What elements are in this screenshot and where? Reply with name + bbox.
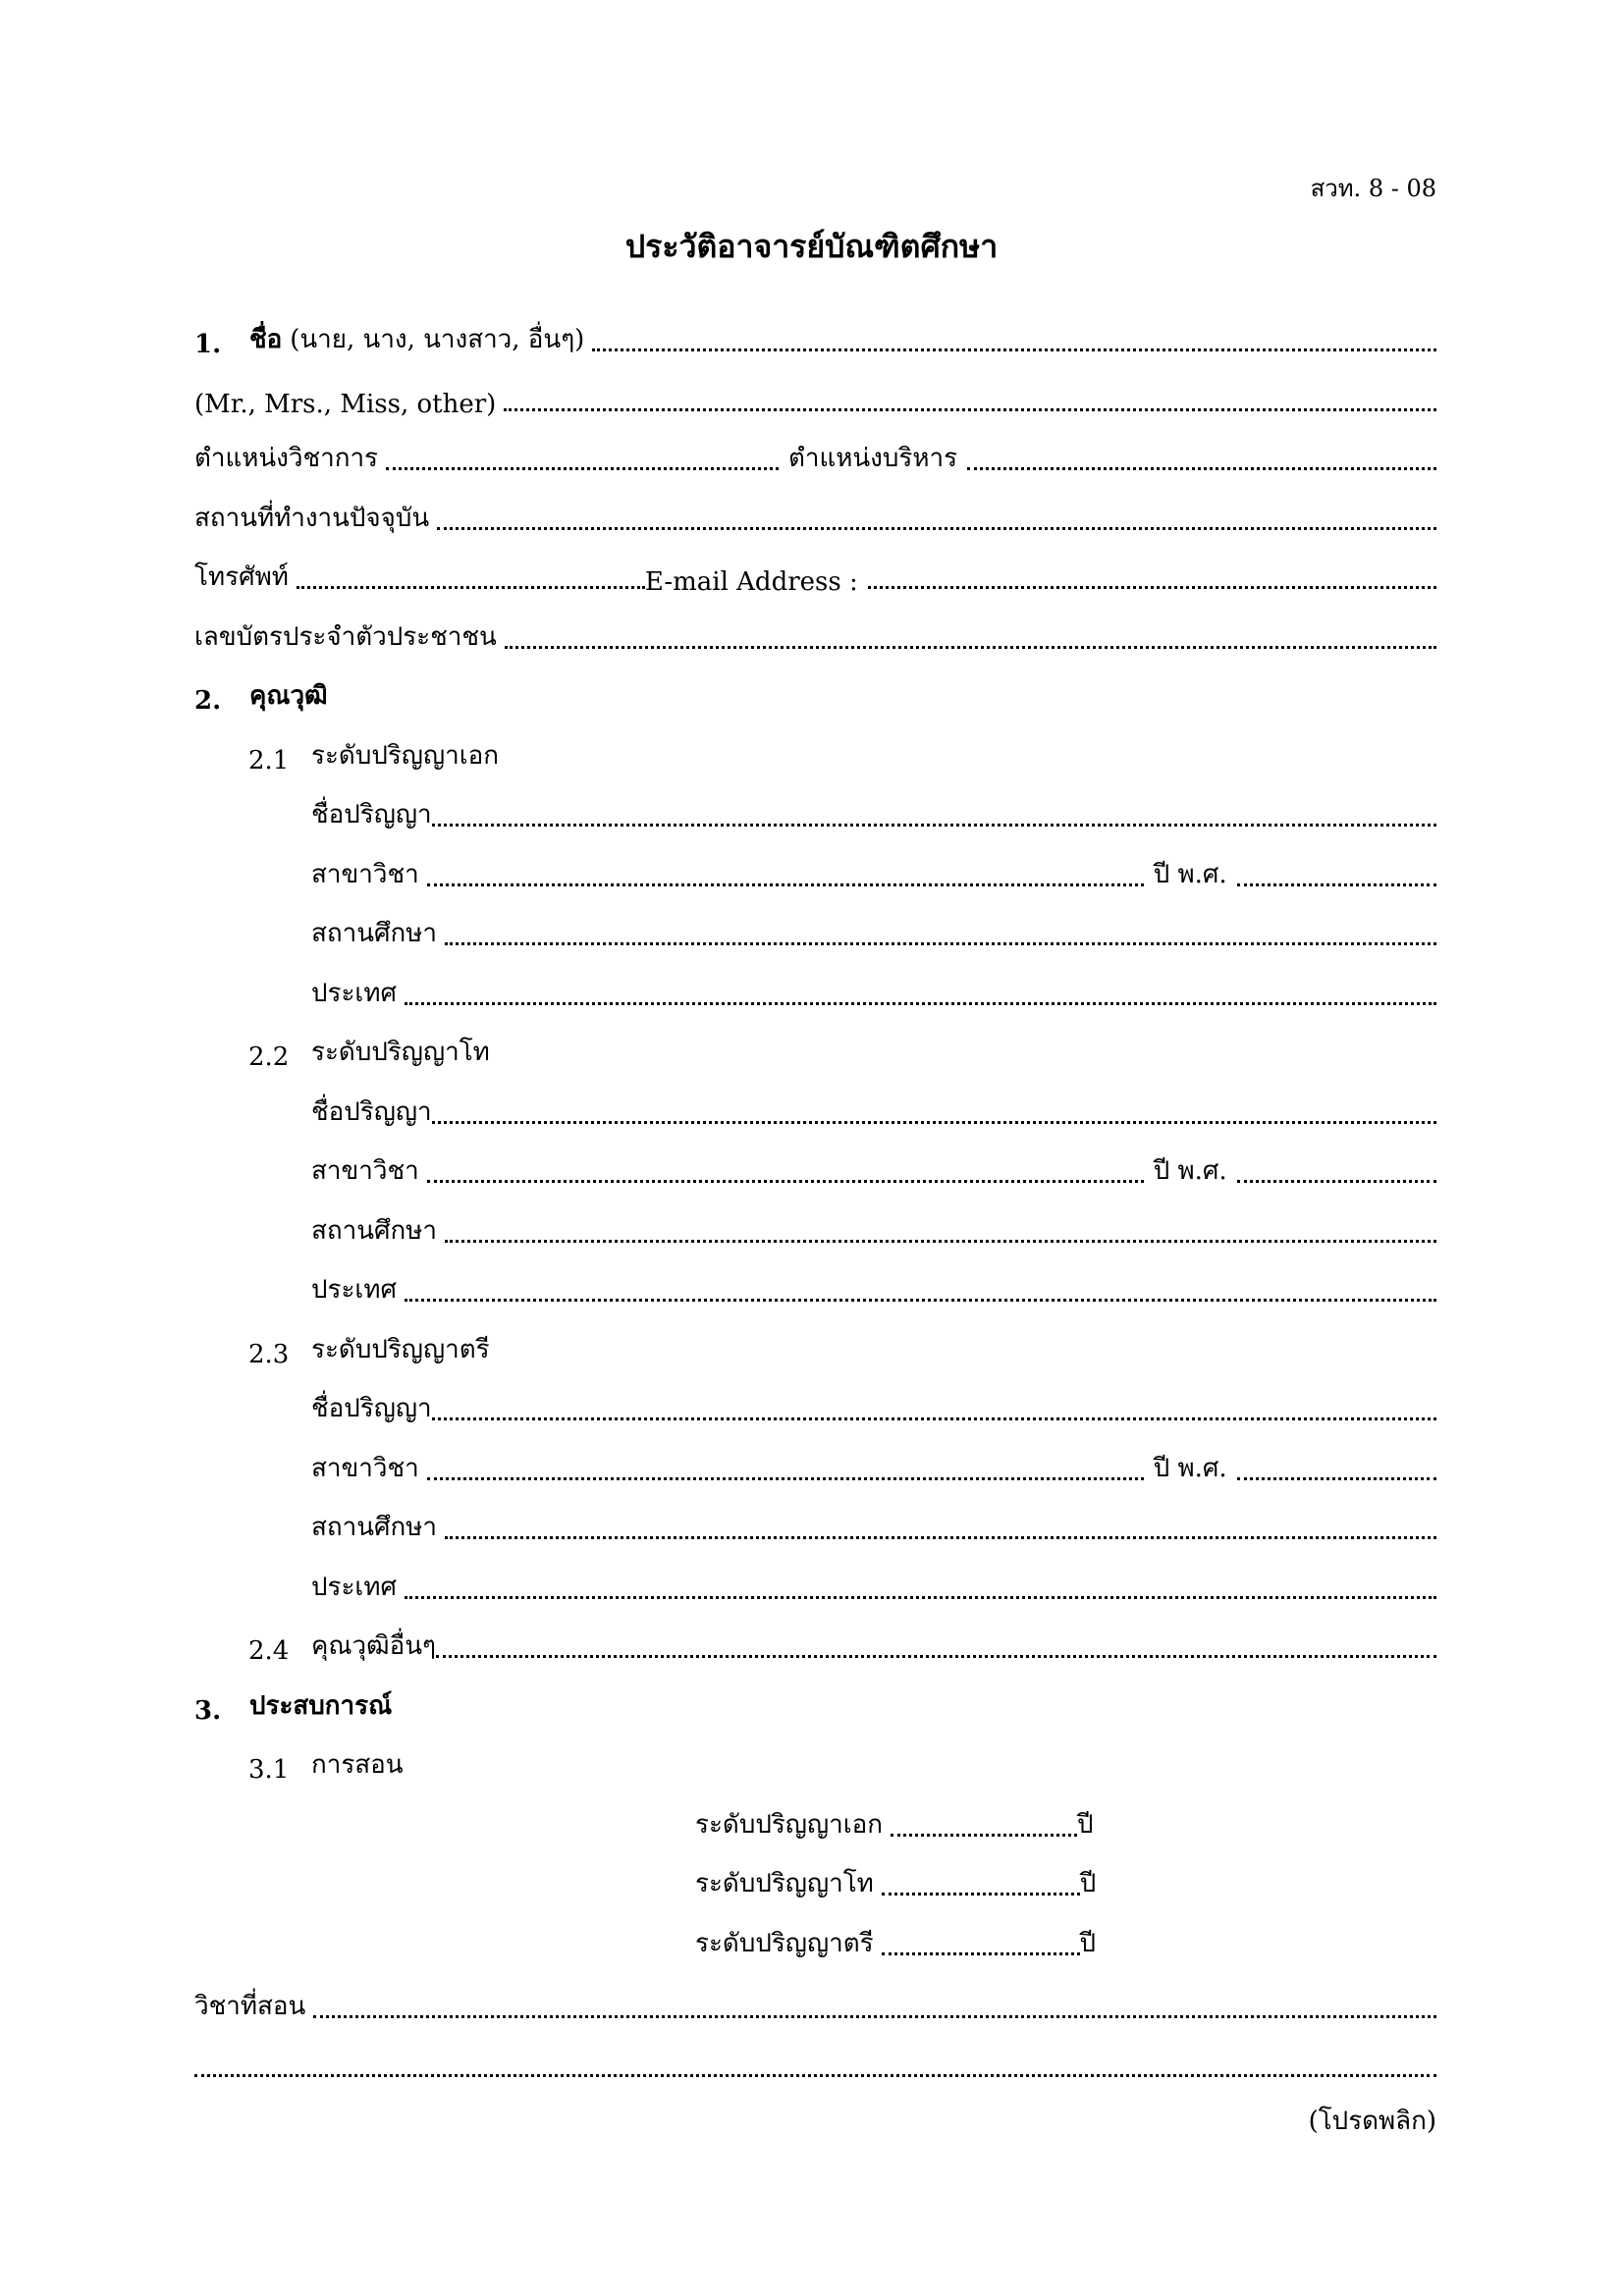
doctorate-year-field[interactable] bbox=[1237, 883, 1436, 886]
doctorate-institution-row bbox=[311, 910, 1436, 953]
doctorate-field-input[interactable] bbox=[427, 883, 1144, 886]
subjects-row bbox=[194, 1983, 1436, 2026]
academic-position-field[interactable] bbox=[386, 467, 779, 470]
workplace-label: สถานที่ทำงานปัจจุบัน bbox=[194, 504, 430, 533]
academic-position-label: ตำแหน่งวิชาการ bbox=[194, 444, 379, 473]
subjects-field[interactable] bbox=[313, 2015, 1436, 2018]
doctorate-heading-row bbox=[248, 732, 1436, 775]
masters-institution-row bbox=[311, 1207, 1436, 1251]
admin-position-field[interactable] bbox=[967, 467, 1436, 470]
section-3-number: 3. bbox=[194, 1696, 222, 1726]
experience-heading: ประสบการณ์ bbox=[249, 1691, 393, 1721]
qualification-heading-row bbox=[194, 672, 1436, 716]
masters-year-field[interactable] bbox=[1237, 1180, 1436, 1183]
teaching-label: การสอน bbox=[311, 1750, 404, 1780]
teaching-bachelor-years-field[interactable] bbox=[882, 1952, 1080, 1955]
id-row bbox=[194, 614, 1436, 657]
masters-label: ระดับปริญญาโท bbox=[311, 1038, 490, 1067]
bachelor-country-row bbox=[311, 1564, 1436, 1607]
name-en-field[interactable] bbox=[504, 408, 1436, 411]
institution-label: สถานศึกษา bbox=[311, 1513, 437, 1542]
bachelor-institution-field[interactable] bbox=[445, 1536, 1436, 1539]
section-2-number: 2. bbox=[194, 686, 222, 716]
subjects-continuation-row bbox=[194, 2042, 1436, 2085]
workplace-field[interactable] bbox=[437, 527, 1436, 530]
country-label: ประเทศ bbox=[311, 979, 397, 1008]
contact-row bbox=[194, 554, 1436, 597]
doctorate-country-row bbox=[311, 970, 1436, 1013]
doctorate-field-row bbox=[311, 851, 1436, 894]
name-row bbox=[194, 316, 1436, 359]
years-unit: ปี bbox=[1079, 1869, 1097, 1898]
name-hint: (นาย, นาง, นางสาว, อื่นๆ) bbox=[290, 325, 585, 354]
teaching-level-label: ระดับปริญญาเอก bbox=[695, 1810, 883, 1840]
phone-field[interactable] bbox=[297, 586, 645, 589]
year-label: ปี พ.ศ. bbox=[1153, 860, 1227, 889]
position-row bbox=[194, 435, 1436, 478]
bachelor-field-input[interactable] bbox=[427, 1477, 1144, 1480]
other-qualification-number: 2.4 bbox=[248, 1636, 290, 1666]
field-of-study-label: สาขาวิชา bbox=[311, 1156, 419, 1186]
year-label: ปี พ.ศ. bbox=[1153, 1454, 1227, 1483]
masters-country-row bbox=[311, 1266, 1436, 1309]
bachelor-year-field[interactable] bbox=[1237, 1477, 1436, 1480]
institution-label: สถานศึกษา bbox=[311, 1216, 437, 1246]
doctorate-degree-field[interactable] bbox=[432, 824, 1436, 827]
teaching-number: 3.1 bbox=[248, 1755, 290, 1785]
name-label: ชื่อ bbox=[249, 325, 283, 354]
teaching-doctorate-row bbox=[695, 1801, 1093, 1844]
doctorate-institution-field[interactable] bbox=[445, 942, 1436, 945]
masters-field-row bbox=[311, 1148, 1436, 1191]
years-unit: ปี bbox=[1079, 1929, 1097, 1958]
masters-institution-field[interactable] bbox=[445, 1240, 1436, 1243]
form-code: สวท. 8 - 08 bbox=[1310, 175, 1436, 202]
degree-name-label: ชื่อปริญญา bbox=[311, 1097, 432, 1127]
name-field[interactable] bbox=[592, 348, 1436, 351]
field-of-study-label: สาขาวิชา bbox=[311, 1454, 419, 1483]
country-label: ประเทศ bbox=[311, 1275, 397, 1305]
please-turn-over-note: (โปรดพลิก) bbox=[1308, 2107, 1436, 2136]
id-field[interactable] bbox=[505, 646, 1436, 649]
name-en-label: (Mr., Mrs., Miss, other) bbox=[194, 390, 497, 419]
teaching-bachelor-row bbox=[695, 1920, 1096, 1963]
degree-name-label: ชื่อปริญญา bbox=[311, 800, 432, 829]
phone-label: โทรศัพท์ bbox=[194, 562, 289, 592]
teaching-level-label: ระดับปริญญาโท bbox=[695, 1869, 874, 1898]
country-label: ประเทศ bbox=[311, 1573, 397, 1602]
bachelor-institution-row bbox=[311, 1504, 1436, 1547]
years-unit: ปี bbox=[1076, 1810, 1094, 1840]
degree-name-label: ชื่อปริญญา bbox=[311, 1394, 432, 1423]
subjects-continuation-field[interactable] bbox=[194, 2074, 1436, 2077]
teaching-masters-row bbox=[695, 1860, 1096, 1903]
bachelor-label: ระดับปริญญาตรี bbox=[311, 1335, 490, 1364]
bachelor-degree-row bbox=[311, 1385, 1436, 1428]
institution-label: สถานศึกษา bbox=[311, 919, 437, 948]
other-qualification-row bbox=[248, 1623, 1436, 1666]
field-of-study-label: สาขาวิชา bbox=[311, 860, 419, 889]
email-field[interactable] bbox=[868, 586, 1436, 589]
teaching-doctorate-years-field[interactable] bbox=[891, 1834, 1077, 1837]
section-1-number: 1. bbox=[194, 330, 222, 359]
email-label: E-mail Address : bbox=[644, 567, 858, 597]
masters-country-field[interactable] bbox=[405, 1299, 1436, 1302]
experience-heading-row bbox=[194, 1682, 1436, 1726]
other-qualification-field[interactable] bbox=[436, 1655, 1436, 1658]
name-en-row bbox=[194, 376, 1436, 419]
subjects-label: วิชาที่สอน bbox=[194, 1992, 306, 2021]
bachelor-field-row bbox=[311, 1445, 1436, 1488]
admin-position-label: ตำแหน่งบริหาร bbox=[788, 444, 958, 473]
workplace-row bbox=[194, 495, 1436, 538]
other-qualification-label: คุณวุฒิอื่นๆ bbox=[311, 1631, 436, 1661]
masters-heading-row bbox=[248, 1029, 1436, 1072]
doctorate-degree-row bbox=[311, 791, 1436, 834]
bachelor-country-field[interactable] bbox=[405, 1596, 1436, 1599]
masters-degree-field[interactable] bbox=[432, 1121, 1436, 1124]
doctorate-number: 2.1 bbox=[248, 746, 290, 775]
qualification-heading: คุณวุฒิ bbox=[249, 681, 328, 711]
doctorate-country-field[interactable] bbox=[405, 1002, 1436, 1005]
teaching-level-label: ระดับปริญญาตรี bbox=[695, 1929, 874, 1958]
teaching-masters-years-field[interactable] bbox=[882, 1893, 1080, 1896]
page-title: ประวัติอาจารย์บัณฑิตศึกษา bbox=[624, 228, 999, 265]
doctorate-label: ระดับปริญญาเอก bbox=[311, 741, 499, 771]
masters-degree-row bbox=[311, 1089, 1436, 1132]
id-label: เลขบัตรประจำตัวประชาชน bbox=[194, 622, 497, 652]
teaching-heading-row bbox=[248, 1741, 1436, 1785]
masters-field-input[interactable] bbox=[427, 1180, 1144, 1183]
bachelor-degree-field[interactable] bbox=[432, 1417, 1436, 1420]
bachelor-heading-row bbox=[248, 1326, 1436, 1369]
bachelor-number: 2.3 bbox=[248, 1340, 290, 1369]
year-label: ปี พ.ศ. bbox=[1153, 1156, 1227, 1186]
masters-number: 2.2 bbox=[248, 1042, 290, 1072]
